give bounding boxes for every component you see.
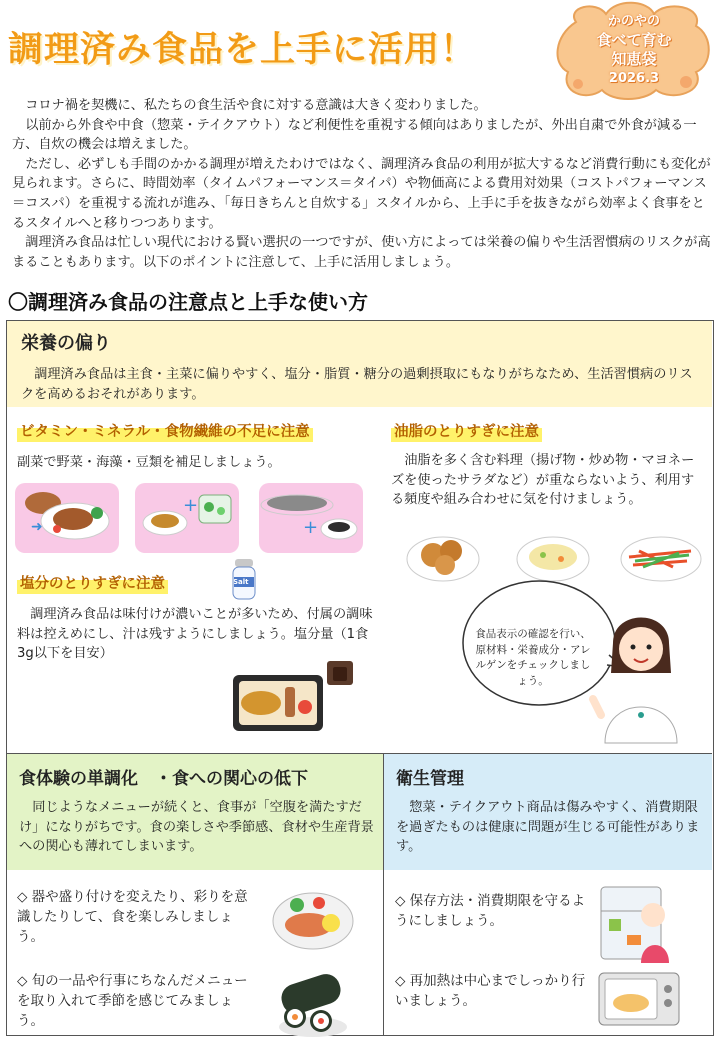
hygiene-body: 惣菜・テイクアウト商品は傷みやすく、消費期限を過ぎたものは健康に問題が生じる可能性があります。 — [396, 800, 700, 855]
section-heading: 〇調理済み食品の注意点と上手な使い方 — [8, 290, 368, 314]
vitamin-body: 副菜で野菜・海藻・豆類を補足しましょう。 — [17, 455, 281, 470]
fat-body: 油脂を多く含む料理（揚げ物・炒め物・マヨネーズを使ったサラダなど）が重ならないよう、利用する頻度や組み合わせに気を付けましょう。 — [391, 453, 695, 508]
salt-body: 調理済み食品は味付けが濃いことが多いため、付属の調味料は控えめにし、汁は残すようにしましょう。塩分量（1食3g以下を目安） — [17, 607, 373, 662]
experience-tip: ◇ 旬の一品や行事にちなんだメニューを取り入れて季節を感じてみましょう。 — [17, 973, 248, 1029]
microwave-illustration — [597, 967, 681, 1031]
ehomaki-roll-illustration — [273, 969, 353, 1039]
refrigerator-illustration — [597, 883, 677, 963]
hygiene-tip: ◇ 保存方法・消費期限を守るようにしましょう。 — [395, 893, 586, 929]
bento-illustration — [229, 657, 359, 737]
intro-paragraph: ただし、必ずしも手間のかかる調理が増えたわけではなく、調理済み食品の利用が拡大するなど消費行動にも変化が見られます。さらに、時間効率（タイムパフォーマンス＝タイパ）や物価高による費用対効果（コストパフォーマンス＝コスパ）を重視する流れが進み、「毎日きちんと自炊する」スタイルから、上手に手を抜きながら効率よく食事をとるスタイルへと移りつつあります。 — [12, 156, 711, 231]
side-dish-illustration — [13, 481, 373, 557]
experience-body: 同じようなメニューが続くと、食事が「空腹を満たすだけ」になりがちです。食の楽しさや季節感、食材や生産背景への関心も薄れてしまいます。 — [19, 800, 374, 855]
nutrition-block — [7, 321, 712, 407]
dietitian-illustration — [591, 603, 691, 753]
hygiene-tip: ◇ 再加熱は中心までしっかり行いましょう。 — [395, 973, 586, 1009]
tips-frame — [6, 320, 714, 1036]
stamp-date: 2026.3 — [608, 71, 660, 86]
experience-tip: ◇ 器や盛り付けを変えたり、彩りを意識したりして、食を楽しみしましょう。 — [17, 889, 248, 945]
speech-bubble-text: 食品表示の確認を行い、原材料・栄養成分・アレルゲンをチェックしましょう。 — [475, 628, 591, 687]
salt-shaker-label: Salt — [233, 578, 249, 586]
svg-text:➜: ➜ — [31, 519, 43, 535]
stamp-line: 食べて育む — [596, 31, 672, 49]
intro-paragraph: コロナ禍を契機に、私たちの食生活や食に対する意識は大きく変わりました。 — [25, 98, 487, 113]
fat-heading: 油脂のとりすぎに注意 — [391, 419, 542, 442]
intro-paragraph: 以前から外食や中食（惣菜・テイクアウト）など利便性を重視する傾向はありましたが、外出自粛で外食が減る一方、自炊の機会は増えました。 — [12, 117, 697, 153]
nutrition-body: 調理済み食品は主食・主菜に偏りやすく、塩分・脂質・糖分の過剰摂取にもなりがちなため、生活習慣病のリスクを高めるおそれがあります。 — [21, 367, 693, 402]
salt-heading-wrap — [17, 571, 168, 594]
hygiene-block — [384, 754, 712, 870]
vitamin-heading: ビタミン・ミネラル・食物繊維の不足に注意 — [17, 419, 313, 442]
svg-text:+: + — [303, 517, 319, 538]
intro-paragraph: 調理済み食品は忙しい現代における賢い選択の一つですが、使い方によっては栄養の偏りや生活習慣病のリスクが高まることもあります。以下のポイントに注意して、上手に活用しましょう。 — [12, 235, 711, 270]
stamp-line: かのやの — [607, 14, 660, 29]
page-title: 調理済み食品を上手に活用！ — [8, 30, 477, 70]
svg-text:+: + — [183, 495, 199, 516]
fat-heading-wrap — [391, 419, 542, 442]
experience-block — [7, 754, 383, 870]
salt-heading: 塩分のとりすぎに注意 — [17, 571, 168, 594]
stamp-badge — [556, 2, 712, 100]
experience-heading: 食体験の単調化 ・食への関心の低下 — [19, 769, 308, 789]
vitamin-heading-wrap — [17, 419, 313, 442]
plated-fish-illustration — [271, 887, 355, 951]
hygiene-heading: 衛生管理 — [396, 769, 464, 789]
stamp-line: 知恵袋 — [611, 50, 657, 68]
nutrition-heading: 栄養の偏り — [21, 333, 111, 354]
intro-text — [12, 96, 712, 272]
